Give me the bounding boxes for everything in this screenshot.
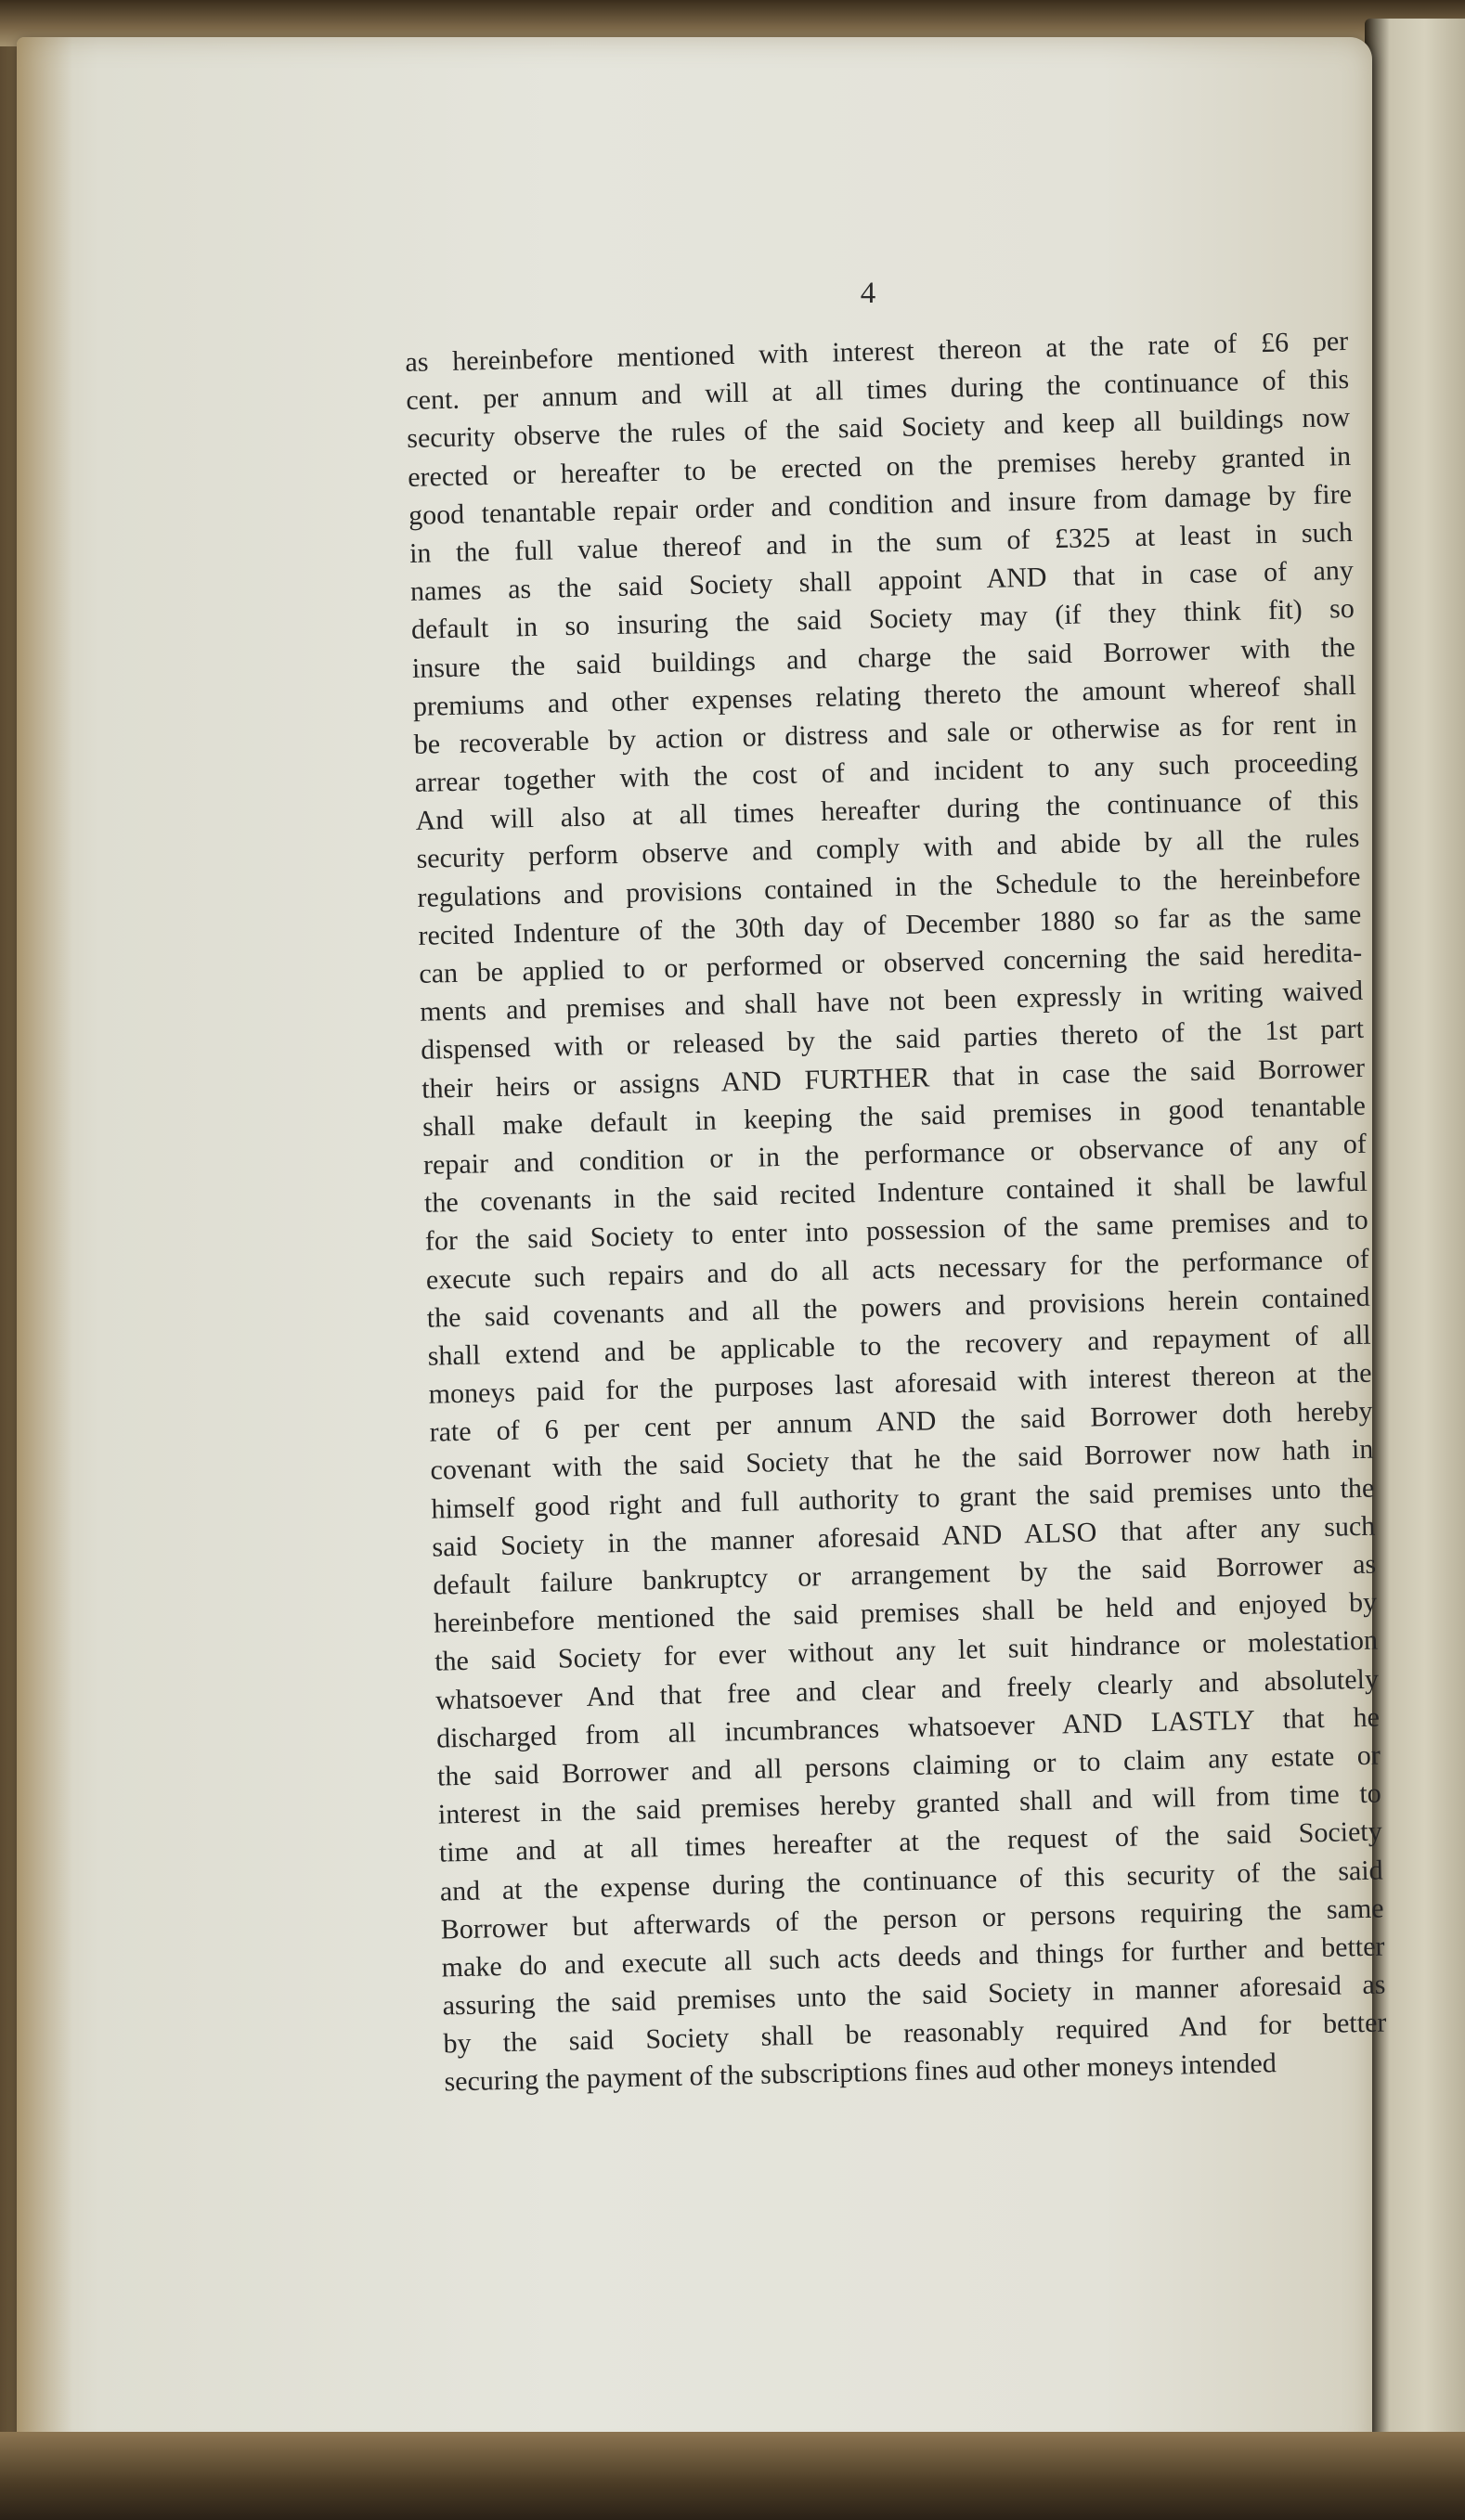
page-number: 4 [860, 277, 876, 310]
text-line: by the said Society shall be reasonably required And for better [443, 2007, 1387, 2060]
text-line: said Society in the manner aforesaid AND ALSO that after any such [432, 1510, 1376, 1563]
text-line: hereinbefore mentioned the said premises shall be held and enjoyed by [433, 1586, 1378, 1639]
page-gutter-stain [17, 37, 72, 2460]
text-line: discharged from all incumbrances whatsoever AND LASTLY that he [435, 1701, 1381, 1754]
text-line: shall extend and be applicable to the recovery and repayment of all [427, 1319, 1371, 1372]
text-line: for the said Society to enter into possession of the same premises and to [424, 1205, 1369, 1258]
text-line: repair and condition or in the performance or observance of any of [422, 1128, 1368, 1181]
text-line: as hereinbefore mentioned with interest thereon at the rate of £6 per [405, 325, 1349, 378]
book-bottom-edge [0, 2432, 1465, 2520]
text-line: whatsoever And that free and clear and freely clearly and absolutely [434, 1663, 1380, 1716]
text-line: cent. per annum and will at all times during the continuance of this [406, 364, 1350, 417]
text-line: rate of 6 per cent per annum AND the said Borrower doth hereby [429, 1395, 1373, 1448]
text-line: can be applied to or performed or observed concerning the said heredita- [419, 937, 1363, 989]
text-line: the covenants in the said recited Indenture contained it shall be lawful [423, 1166, 1368, 1219]
text-line: make do and execute all such acts deeds and things for further and better [441, 1931, 1385, 1984]
text-line: regulations and provisions contained in the Schedule to the hereinbefore [417, 860, 1361, 913]
text-line: execute such repairs and do all acts necessary for the performance of [425, 1243, 1370, 1296]
text-line: default failure bankruptcy or arrangement by the said Borrower as [432, 1548, 1377, 1601]
text-line: covenant with the said Society that he the said Borrower now hath in [430, 1434, 1374, 1487]
body-text [405, 322, 1388, 2101]
text-line: time and at all times hereafter at the request of the said Society [438, 1816, 1383, 1868]
text-line: insure the said buildings and charge the said Borrower with the [411, 631, 1356, 684]
text-line: the said Society for ever without any let suit hindrance or molestation [434, 1624, 1379, 1678]
text-line: recited Indenture of the 30th day of December 1880 so far as the same [418, 898, 1362, 951]
text-line: erected or hereafter to be erected on the premises hereby granted in [407, 440, 1352, 493]
text-line: arrear together with the cost of and incident to any such proceeding [414, 745, 1358, 798]
text-line: interest in the said premises hereby granted shall and will from time to [437, 1777, 1382, 1830]
text-line: good tenantable repair order and condition and insure from damage by fire [408, 478, 1353, 531]
text-line: Borrower but afterwards of the person or persons requiring the same [440, 1893, 1384, 1945]
text-line: And will also at all times hereafter during the continuance of this [415, 784, 1359, 837]
text-line: ments and premises and shall have not been expressly in writing waived [419, 975, 1364, 1027]
text-line: moneys paid for the purposes last aforesaid with interest thereon at the [428, 1357, 1372, 1410]
text-line: their heirs or assigns AND FURTHER that in case the said Borrower [421, 1052, 1366, 1105]
text-line: and at the expense during the continuance of this security of the said [439, 1854, 1383, 1907]
text-line: the said covenants and all the powers and provisions herein contained [426, 1281, 1370, 1334]
text-line: securing the payment of the subscriptions fines aud other moneys intended [444, 2048, 1277, 2098]
text-line: himself good right and full authority to grant the said premises unto the [431, 1472, 1375, 1525]
text-line: premiums and other expenses relating thereto the amount whereof shall [412, 669, 1356, 722]
text-line: the said Borrower and all persons claiming or to claim any estate or [436, 1739, 1381, 1792]
text-line: default in so insuring the said Society may (if they think fit) so [410, 593, 1355, 646]
text-line: dispensed with or released by the said parties thereto of the 1st part [420, 1014, 1365, 1066]
text-line: assuring the said premises unto the said Society in manner aforesaid as [442, 1969, 1386, 2022]
text-line: in the full value thereof and in the sum of £325 at least in such [408, 516, 1354, 569]
text-line: security perform observe and comply with and abide by all the rules [416, 822, 1360, 875]
text-line: security observe the rules of the said Society and keep all buildings now [406, 402, 1351, 455]
text-line: names as the said Society shall appoint AND that in case of any [409, 555, 1355, 608]
text-line: be recoverable by action or distress and sale or otherwise as for rent in [413, 707, 1357, 760]
text-line: shall make default in keeping the said premises in good tenantable [421, 1090, 1367, 1143]
